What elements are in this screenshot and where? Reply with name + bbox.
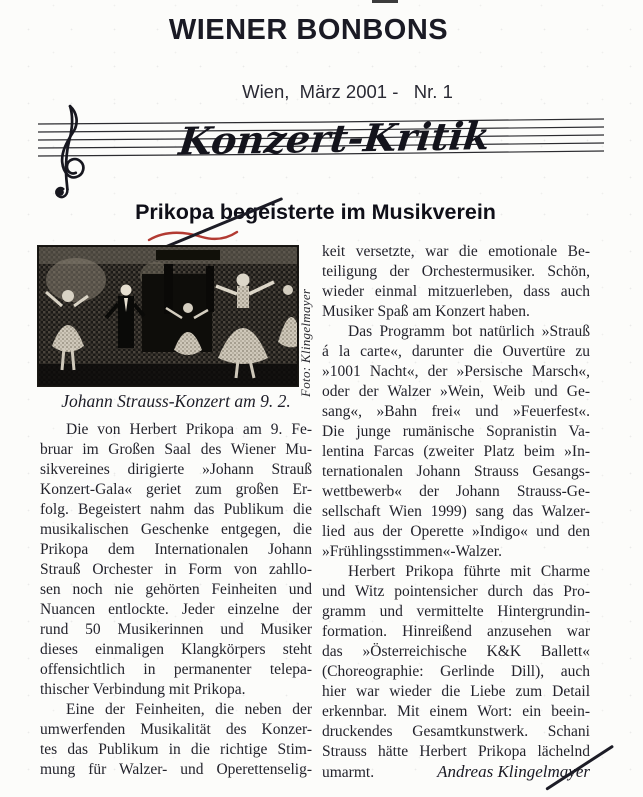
signature-row [322,762,590,784]
article-line: mung für Walzer- und Operettenselig- [40,761,312,778]
article-line: Die junge rumänische Sopranistin Va- [322,423,590,440]
article-line: á la carte«, darunter die Ouvertüre zu [322,343,590,360]
article-line: sang«, »Bahn frei« und »Feuerfest«. [322,403,590,420]
article-line: folg. Begeistert nahm das Publikum die [40,501,312,518]
article-line: bruar im Großen Saal des Wiener Mu- [40,441,312,458]
article-line: lied aus der Operette »Indigo« und den [322,523,590,540]
article-line: keit versetzte, war die emotionale Be- [322,243,590,260]
article-line: tes das Publikum in die richtige Stim- [40,741,312,758]
article-line: hier war wieder die Liebe zum Detail [322,683,590,700]
section-script-title: Konzert-Kritik [176,113,493,164]
article-line: ternationalen Johann Strauss Gesangs- [322,463,590,480]
concert-photo [38,246,298,386]
article-line: lentina Farcas (zweiter Platz beim »In- [322,443,590,460]
closing-word: umarmt. [322,764,375,781]
article-line: Musiker Spaß am Konzert haben. [322,303,530,320]
author-signature: Andreas Klingelmayer [437,762,590,781]
article-line: Herbert Prikopa führte mit Charme [348,563,590,580]
article-line: (Choreographie: Gerlinde Dill), auch [322,663,590,680]
article-line: umwerfenden Musikalität des Konzer- [40,721,312,738]
article-line: Strauss hätte Herbert Prikopa lächelnd [322,743,590,760]
article-line: Prikopa dem Internationalen Johann [40,541,312,558]
article-line: rund 50 Musikerinnen und Musiker [40,621,312,638]
article-line: oder der Walzer »Wein, Weib und Ge- [322,383,590,400]
issue-line: Wien, März 2001 - Nr. 1 [242,81,453,102]
article-line: Strauß Orchester in Form von zahllo- [40,561,312,578]
article-line: Das Programm bot natürlich »Strauß [348,323,590,340]
article-headline: Prikopa begeisterte im Musikverein [135,200,496,224]
article-column-right [322,242,590,784]
article-line: teiligung der Orchestermusiker. Schön, [322,263,590,280]
article-line: formation. Hinreißend anzusehen war [322,623,590,640]
masthead-title: WIENER BONBONS [168,14,449,46]
article-column-left [40,420,312,780]
article-line: und Witz pointensicher durch das Pro- [322,583,590,600]
photo-credit: Foto: Klingelmayer [298,288,313,397]
article-line: wieder einmal mitzuerleben, dass auch [322,283,590,300]
article-line: gramm und vermittelte Hintergrundin- [322,603,590,620]
article-line: sellschaft Wien 1999) sang das Walzer- [322,503,590,520]
article-line: »1001 Nacht«, der »Persische Marsch«, [322,363,590,380]
article-line: sen noch nie gehörten Feinheiten und [40,581,312,598]
article-line: Eine der Feinheiten, die neben der [66,701,312,718]
article-line: offensichtlich in permanenter telepa- [40,661,312,678]
article-line: druckendes Gesamtkunstwerk. Schani [322,723,590,740]
scan-artifact [372,0,398,3]
article-line: Nuancen entlockte. Jeder einzelne der [40,601,312,618]
article-line: Konzert-Gala« geriet zum großen Er- [40,481,312,498]
article-line: thischer Verbindung mit Prikopa. [40,681,246,698]
article-line: musikalischen Geschenke entgegen, die [40,521,312,538]
article-line: das »Österreichische K&K Ballett« [322,643,590,660]
article-line: Die von Herbert Prikopa am 9. Fe- [66,421,312,438]
photo-caption: Johann Strauss-Konzert am 9. 2. [61,391,291,411]
article-line: dieses einmaligen Klangkörpers steht [40,641,312,658]
article-line: wettbewerb« der Johann Strauss-Ge- [322,483,590,500]
article-line: sikvereines dirigierte »Johann Strauß [40,461,312,478]
article-line: »Frühlingsstimmen«-Walzer. [322,543,502,560]
article-line: erkennbar. Mit einem Wort: ein beein- [322,703,590,720]
